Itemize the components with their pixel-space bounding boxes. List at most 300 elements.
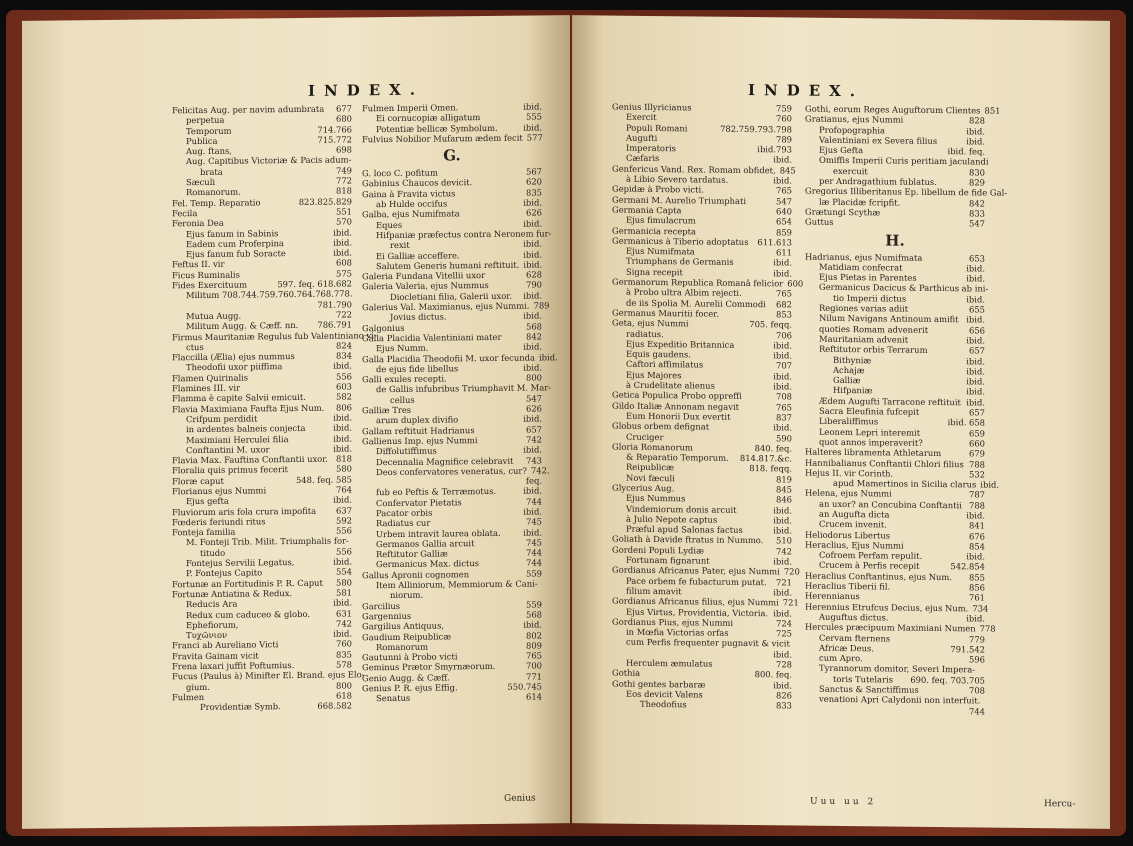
entry-page-ref: 826 xyxy=(776,690,792,701)
entry-text: Salutem Generis humani reftituit. xyxy=(376,259,520,272)
entry-page-ref: ibid. xyxy=(523,238,542,249)
entry-text: Cæfaris xyxy=(626,153,660,164)
entry-page-ref: ibid. xyxy=(773,381,792,392)
entry-page-ref: feq. xyxy=(525,475,542,486)
entry-page-ref: 725 xyxy=(776,628,792,639)
entry-page-ref: 800. feq. xyxy=(754,669,792,680)
entry-text: Reftitutor Galliæ xyxy=(376,548,448,560)
entry-text: Galla Placidia Theodofii M. uxor fecunda xyxy=(362,352,535,364)
entry-page-ref: 841 xyxy=(969,520,985,531)
entry-page-ref: 554 xyxy=(336,566,352,577)
entry-page-ref: 611.613 xyxy=(757,236,792,248)
entry-text: Gallus Apronii cognomen xyxy=(362,568,470,581)
entry-page-ref: 814.817.&c. xyxy=(739,453,792,464)
index-entry xyxy=(362,132,542,144)
entry-text: Fides Exercituum xyxy=(172,279,248,291)
entry-text: niorum. xyxy=(390,590,424,601)
entry-text: Aug. ftans, xyxy=(186,145,232,157)
entry-text: à Julio Nepote captus xyxy=(626,513,718,525)
entry-text: Senatus xyxy=(376,693,411,704)
entry-page-ref: ibid. xyxy=(966,125,985,137)
entry-page-ref: ibid. xyxy=(773,268,792,279)
entry-page-ref: 532 xyxy=(969,469,985,480)
entry-text: Galeria Fundana Vitellii uxor xyxy=(362,270,486,282)
entry-page-ref: 823.825.829 xyxy=(298,196,352,207)
entry-page-ref: 715.772 xyxy=(317,134,352,145)
entry-text: Sacra Eleufinia fufcepit xyxy=(819,405,920,417)
entry-page-ref: 707 xyxy=(776,360,792,371)
entry-text: Regiones varias adiit xyxy=(819,302,909,314)
entry-page-ref: 765 xyxy=(776,401,792,413)
signature-mark: Uuu uu 2 xyxy=(810,796,877,808)
entry-page-ref: ibid. xyxy=(523,310,542,321)
entry-text: Gratianus, ejus Nummi xyxy=(805,113,904,125)
entry-text: Signa recepit xyxy=(626,266,683,278)
entry-text: de Gallis infubribus Triumphavit M. Mar- xyxy=(376,382,552,395)
entry-page-ref: 706 xyxy=(776,329,792,341)
entry-page-ref xyxy=(981,665,985,675)
entry-text: Ejus fanum fub Soracte xyxy=(186,248,286,260)
entry-page-ref: 547 xyxy=(526,393,542,404)
entry-page-ref: 759 xyxy=(776,103,792,114)
entry-text: Heliodorus Libertus xyxy=(805,529,891,541)
entry-text: Militum 708.744.759.760.764.768.778. xyxy=(186,288,353,301)
entry-page-ref: 659 xyxy=(969,427,985,439)
entry-page-ref xyxy=(353,289,357,299)
entry-page-ref: 782.759.793.798 xyxy=(720,123,792,135)
entry-page-ref: 698 xyxy=(336,144,352,155)
entry-page-ref: 578 xyxy=(336,659,352,670)
entry-page-ref: 742 xyxy=(776,546,792,557)
entry-text: Ejus Virtus, Providentia, Victoria. xyxy=(626,606,769,618)
entry-page-ref: 575 xyxy=(336,268,352,279)
entry-text: Romanorum xyxy=(376,641,429,653)
entry-page-ref: 818 xyxy=(336,453,352,464)
entry-page-ref: 745 xyxy=(526,537,542,548)
entry-text: Floræ caput xyxy=(172,475,224,486)
entry-text: Guttus xyxy=(805,216,834,228)
entry-text: Germanicia recepta xyxy=(612,225,697,237)
entry-page-ref: ibid. xyxy=(523,259,543,270)
entry-page-ref: 789 xyxy=(533,300,550,311)
entry-text: Genius P. R. ejus Effig. xyxy=(362,682,458,694)
entry-page-ref: ibid. xyxy=(773,649,792,660)
entry-page-ref: 510 xyxy=(776,535,792,546)
entry-text: Profopographia xyxy=(819,124,886,136)
entry-page-ref: ibid. xyxy=(773,257,792,268)
entry-text: filium amavit xyxy=(626,585,682,597)
entry-text: Ejus Nummus xyxy=(626,493,686,504)
entry-page-ref: 620 xyxy=(526,176,542,188)
entry-page-ref: ibid. xyxy=(966,551,985,562)
entry-text: Publica xyxy=(186,135,218,147)
entry-text: Eadem cum Proferpina xyxy=(186,237,284,250)
entry-page-ref: 581 xyxy=(336,587,352,598)
entry-page-ref: 551 xyxy=(336,206,352,217)
section-letter: G. xyxy=(443,146,461,165)
entry-text: Flavia Maximiana Faufta Ejus Num. xyxy=(172,402,325,414)
entry-text: de ejus fide libellus xyxy=(376,363,459,374)
entry-text: Flamen Quirinalis xyxy=(172,372,249,384)
entry-text: Ejus Majores xyxy=(626,369,682,381)
entry-text: Geminus Prætor Smyrnæorum. xyxy=(362,661,496,673)
entry-page-ref: 749 xyxy=(336,165,352,176)
entry-page-ref: 786.791 xyxy=(317,319,352,331)
entry-text: Galliæ xyxy=(833,375,861,386)
entry-page-ref: 721 xyxy=(782,597,799,608)
entry-page-ref: 655 xyxy=(969,304,985,315)
left-page xyxy=(22,15,570,829)
entry-page-ref: 597. feq. 618.682 xyxy=(277,278,352,290)
entry-page-ref: 640 xyxy=(776,206,792,217)
entry-text: brata xyxy=(200,166,223,177)
entry-page-ref: 580 xyxy=(336,463,352,474)
entry-text: Mauritaniam advenit xyxy=(819,333,909,345)
entry-text: Galba, ejus Numifmata xyxy=(362,208,460,220)
entry-text: Vindemiorum donis arcuit xyxy=(626,503,737,515)
entry-page-ref: 567 xyxy=(526,166,542,177)
entry-page-ref: 714.766 xyxy=(317,124,352,135)
entry-page-ref: ibid. xyxy=(966,510,985,521)
entry-text: Matidiam confecrat xyxy=(819,261,903,273)
entry-page-ref: 845 xyxy=(776,484,792,495)
entry-page-ref: ibid. xyxy=(773,340,792,351)
entry-text: ab Hulde occifus xyxy=(376,198,448,210)
entry-text: Confervator Pietatis xyxy=(376,496,462,508)
entry-text: Geta, ejus Nummi xyxy=(612,317,689,329)
entry-text: Gothi, eorum Reges Auguftorum Clientes xyxy=(805,103,981,116)
entry-page-ref: ibid. xyxy=(966,366,985,377)
left-column-1 xyxy=(172,103,377,713)
entry-page-ref: ibid. xyxy=(966,386,985,397)
entry-page-ref xyxy=(988,284,992,294)
entry-page-ref: 833 xyxy=(776,700,792,711)
entry-text: Hejus II. vir Corinth. xyxy=(805,467,894,479)
index-entry xyxy=(362,692,542,704)
entry-text: Gaudium Reipublicæ xyxy=(362,630,452,642)
entry-page-ref: 845 xyxy=(779,165,796,176)
entry-text: quoties Romam advenerit xyxy=(819,323,929,335)
entry-page-ref: 835 xyxy=(526,187,542,198)
entry-page-ref: ibid. xyxy=(333,247,352,258)
entry-page-ref: 542.854 xyxy=(950,561,985,572)
entry-text: Gargilius Antiquus, xyxy=(362,620,445,632)
entry-page-ref: ibid. xyxy=(773,587,792,598)
entry-page-ref: 618 xyxy=(336,690,352,701)
entry-page-ref: ibid. xyxy=(966,273,985,284)
entry-text: Ejus Numm. xyxy=(376,342,429,354)
entry-text: Felicitas Aug. per navim adumbrata xyxy=(172,103,325,116)
entry-page-ref: 828 xyxy=(969,115,985,126)
entry-page-ref: 548. feq. 585 xyxy=(295,474,352,485)
entry-page-ref: 764 xyxy=(336,484,352,495)
entry-text: Leonem Lepri interemit xyxy=(819,426,921,438)
entry-page-ref: ibid. xyxy=(773,607,792,619)
entry-page-ref: 721 xyxy=(776,576,792,588)
entry-text: læ Placidæ fcripfit. xyxy=(819,196,901,208)
entry-text: Gabinius Chaucos devicit. xyxy=(362,177,473,189)
entry-text: Galliæ Tres xyxy=(362,404,412,416)
entry-text: Fontejus Servilii Legatus, xyxy=(186,557,295,569)
right-column-2 xyxy=(805,103,1008,717)
entry-text: Omiffis Imperii Curis peritiam jaculandi xyxy=(819,155,989,168)
entry-page-ref: 772 xyxy=(336,175,352,186)
entry-text: Hannibalianus Conftantii Chlori filius xyxy=(805,457,964,469)
entry-page-ref: 778 xyxy=(979,623,996,634)
entry-text: Fœderis feriundi ritus xyxy=(172,516,266,528)
entry-text: radiatus. xyxy=(626,328,664,339)
entry-text: Potentiæ bellicæ Symbolum. xyxy=(376,122,498,134)
index-entry xyxy=(362,300,550,313)
entry-text: Ephefiorum, xyxy=(186,619,239,630)
entry-page-ref: 708 xyxy=(969,685,985,696)
entry-page-ref: 859 xyxy=(776,226,792,238)
entry-text: Eos devicit Valens xyxy=(626,688,703,700)
entry-text: Ædem Augufti Tarracone reftituit xyxy=(819,395,961,407)
entry-page-ref: 626 xyxy=(526,207,542,218)
entry-text: Nilum Navigans Antinoum amifit xyxy=(819,313,959,325)
entry-text: Tyrannorum domitor, Severi Impera- xyxy=(819,663,976,675)
entry-text xyxy=(612,647,640,658)
entry-page-ref: 592 xyxy=(336,515,352,526)
entry-text: Militum Augg. & Cæff. nn. xyxy=(186,320,299,332)
entry-text: Aug. Capitibus Victoriæ & Pacis adum- xyxy=(186,154,352,167)
index-entry xyxy=(805,704,985,716)
entry-text: Africæ Deus. xyxy=(819,642,874,654)
entry-text: Fecila xyxy=(172,208,198,219)
entry-page-ref: 742 xyxy=(526,434,542,445)
entry-page-ref: 791.542 xyxy=(950,643,985,655)
entry-page-ref: 742. xyxy=(530,465,550,476)
entry-page-ref: 547 xyxy=(969,218,985,229)
entry-text: Ejus gefta xyxy=(186,495,229,507)
entry-page-ref: ibid. xyxy=(333,494,352,505)
entry-text: Galla Placidia Valentiniani mater xyxy=(362,331,502,344)
entry-text: Garcilius xyxy=(362,600,401,611)
entry-page-ref: 824 xyxy=(336,340,352,351)
entry-page-ref xyxy=(1007,188,1011,198)
entry-page-ref: 744 xyxy=(526,557,542,569)
entry-text: Temporum xyxy=(186,125,232,136)
entry-page-ref xyxy=(351,155,355,165)
entry-text: Florianus ejus Nummi xyxy=(172,485,267,497)
entry-text: Gepidæ à Probo victi. xyxy=(612,183,704,195)
entry-text: Reipublicæ xyxy=(626,462,674,473)
entry-text: Ficus Ruminalis xyxy=(172,269,240,281)
entry-text: Caftori affimilatus xyxy=(626,359,704,370)
entry-text: Radiatus cur xyxy=(376,517,431,529)
entry-text: Fluviorum aris fola crura impofita xyxy=(172,505,317,517)
entry-page-ref: 744 xyxy=(969,705,985,717)
entry-text: rexit xyxy=(390,240,410,251)
entry-page-ref: ibid. xyxy=(523,444,542,455)
entry-page-ref: 855 xyxy=(969,572,985,583)
entry-text: Herennius Etrufcus Decius, ejus Num. xyxy=(805,601,969,613)
entry-text: Populi Romani xyxy=(626,122,688,133)
entry-text: Gordianus Africanus Pater, ejus Nummi xyxy=(612,564,780,577)
entry-page-ref: 637 xyxy=(336,504,352,516)
entry-text: Reftitutor orbis Terrarum xyxy=(819,344,928,356)
index-entry xyxy=(172,155,352,167)
entry-page-ref: ibid.793 xyxy=(757,144,792,155)
entry-page-ref: 556 xyxy=(336,525,352,536)
entry-text: in Mœfia Victorias orfas xyxy=(626,626,729,638)
entry-page-ref: 705. feqq. xyxy=(749,319,792,330)
entry-text: à Libio Severo tardatus. xyxy=(626,173,729,185)
entry-page-ref: 656 xyxy=(969,324,985,336)
entry-page-ref: 680 xyxy=(336,113,352,124)
entry-page-ref: ibid. xyxy=(523,218,542,229)
entry-page-ref: 742 xyxy=(336,618,352,629)
entry-text: Gallam reftituit Hadrianus xyxy=(362,424,475,436)
entry-text: Fulvius Nobilior Mufarum ædem fecit xyxy=(362,132,523,145)
entry-page-ref: ibid. xyxy=(966,397,985,408)
entry-text: Gallienus Imp. ejus Nummi xyxy=(362,435,478,447)
entry-text: per Andragathium fublatus. xyxy=(819,175,937,188)
entry-page-ref: ibid. xyxy=(980,479,1000,490)
entry-page-ref: ibid. xyxy=(523,197,542,208)
entry-page-ref: 743 xyxy=(526,454,542,466)
entry-page-ref: 854 xyxy=(969,541,985,552)
entry-page-ref: 734 xyxy=(972,603,989,614)
entry-text: an uxor? an Concubina Conftantii xyxy=(819,498,962,510)
entry-text: Heraclius Conftantinus, ejus Num. xyxy=(805,570,953,582)
entry-text: Diocletiani filia, Galerii uxor. xyxy=(390,290,513,302)
entry-page-ref: 765 xyxy=(776,288,792,299)
entry-text: Auguftus dictus. xyxy=(819,611,889,623)
entry-page-ref: ibid. xyxy=(523,413,542,424)
entry-text: Deos confervatores veneratus, cur? xyxy=(376,465,527,477)
entry-text: Ejus fanum in Sabinis xyxy=(186,227,279,239)
entry-text: Cruciger xyxy=(626,431,664,442)
entry-page-ref: 614 xyxy=(526,691,542,702)
index-entry xyxy=(805,217,985,229)
index-entry xyxy=(172,669,365,682)
entry-text: Genius Illyricianus xyxy=(612,101,692,113)
entry-text: Augufti xyxy=(626,132,658,143)
entry-text: Imperatoris xyxy=(626,142,676,154)
entry-text: Sæculi xyxy=(186,176,216,188)
entry-page-ref: 559 xyxy=(526,599,542,610)
entry-page-ref: 837 xyxy=(776,412,792,423)
entry-page-ref: ibid. xyxy=(523,527,542,538)
entry-text: Redux cum caduceo & globo. xyxy=(186,608,310,620)
entry-page-ref: 760 xyxy=(776,113,792,124)
entry-text: P. Fontejus Capito xyxy=(186,567,263,579)
entry-text: apud Mamertinos in Sicilia clarus xyxy=(833,478,977,490)
entry-text: Maximiani Herculei filia xyxy=(186,433,289,445)
entry-text: Halteres libramenta Athletarum xyxy=(805,446,942,459)
entry-page-ref: ibid. xyxy=(333,360,352,372)
entry-text: Gautunni à Probo victi xyxy=(362,651,458,663)
entry-page-ref: ibid. xyxy=(966,335,985,346)
entry-text: Romanorum. xyxy=(186,186,241,198)
entry-text: Mutua Augg. xyxy=(186,310,242,322)
entry-text: Crifpum perdidit xyxy=(186,413,258,425)
catchword-right: Hercu- xyxy=(1044,799,1076,810)
entry-page-ref: 830 xyxy=(969,167,985,178)
entry-text: Genio Augg. & Cæff. xyxy=(362,672,450,684)
entry-page-ref: 788 xyxy=(969,458,985,470)
index-entry xyxy=(172,536,352,548)
entry-page-ref: 626 xyxy=(526,403,542,414)
entry-text: de iis Spolia M. Aurelii Commodi xyxy=(626,297,766,309)
entry-page-ref: 779 xyxy=(969,633,985,645)
entry-text: Decennalia Magnifice celebravit xyxy=(376,455,514,467)
entry-page-ref: 846 xyxy=(776,494,792,505)
entry-page-ref: 568 xyxy=(526,321,542,332)
entry-text: Glycerius Aug. xyxy=(612,482,675,494)
entry-page-ref: 722 xyxy=(336,309,352,320)
entry-text: Germanicus à Tiberio adoptatus xyxy=(612,235,749,247)
entry-text: Frena laxari juffit Poftumius. xyxy=(172,660,295,672)
entry-text: Ei Galliæ acceffere. xyxy=(376,249,460,261)
entry-page-ref: 800 xyxy=(526,372,542,383)
entry-page-ref: ibid. xyxy=(966,136,985,147)
entry-text: Fortunæ an Fortitudinis P. R. Caput xyxy=(172,577,323,589)
entry-page-ref: 745 xyxy=(526,516,542,527)
entry-text: Gothi gentes barbaræ xyxy=(612,678,706,690)
entry-text: Germanorum Republica Romanâ felicior xyxy=(612,276,784,289)
entry-text: Item Alliniorum, Memmiorum & Cani- xyxy=(376,578,538,591)
entry-page-ref: 682 xyxy=(776,298,792,310)
entry-text: exercuit xyxy=(833,165,868,177)
entry-page-ref: 568 xyxy=(526,609,542,620)
entry-text: Franci ab Aureliano Victi xyxy=(172,639,279,651)
entry-page-ref: 833 xyxy=(969,208,985,219)
page-header-left: INDEX. xyxy=(308,80,425,100)
entry-text: Flamma è capite Salvii emicuit. xyxy=(172,392,306,404)
index-entry xyxy=(362,228,552,241)
entry-text: Pace orbem fe fubacturum putat. xyxy=(626,575,767,587)
entry-text: Novi fæculi xyxy=(626,472,675,483)
entry-page-ref: ibid. xyxy=(773,556,792,567)
entry-page-ref xyxy=(989,157,993,167)
entry-page-ref: 559 xyxy=(526,568,542,579)
entry-text: Ei cornucopiæ alligatum xyxy=(376,112,481,124)
entry-page-ref: 765 xyxy=(526,650,542,661)
entry-text: Ejus Numifmata xyxy=(626,245,695,257)
entry-page-ref: 818. feqq. xyxy=(749,463,792,474)
entry-text: Gargennius xyxy=(362,610,412,622)
entry-page-ref: 657 xyxy=(969,407,985,418)
entry-text: Ejus Pietas in Parentes xyxy=(819,271,917,283)
entry-text: Galerius Val. Maximianus, ejus Nummi. xyxy=(362,300,530,313)
entry-text: à Probo ultra Albim rejecti. xyxy=(626,287,742,299)
entry-text: Hercules præcipuum Maximiani Numen xyxy=(805,621,976,634)
entry-text: Sanctus & Sanctiffimus xyxy=(819,683,919,695)
entry-page-ref: ibid. xyxy=(523,485,542,497)
entry-page-ref: 790 xyxy=(526,279,542,291)
entry-page-ref: 818 xyxy=(336,185,352,196)
entry-text: cum Apro. xyxy=(819,652,863,664)
index-entry xyxy=(362,681,542,693)
entry-text: Feftus II. vir xyxy=(172,259,225,270)
entry-text: Feronia Dea xyxy=(172,218,224,229)
entry-page-ref: ibid. xyxy=(966,314,985,325)
entry-text: Eques xyxy=(376,219,403,230)
entry-text: Gregorius Illiberitanus Ep. libellum de fide Gal- xyxy=(805,185,1008,199)
entry-text: Equis gaudens. xyxy=(626,348,691,360)
entry-text: & Reparatio Temporum. xyxy=(626,451,729,463)
entry-text: M. Fonteji Trib. Milit. Triumphalis for- xyxy=(186,535,349,548)
entry-page-ref: ibid. xyxy=(773,504,792,516)
entry-page-ref: ibid. xyxy=(523,248,542,260)
entry-text: Getica Populica Probo oppreffi xyxy=(612,389,742,402)
entry-text xyxy=(805,704,833,715)
entry-text: Herennianus xyxy=(805,590,860,602)
entry-page-ref: 802 xyxy=(526,629,542,641)
